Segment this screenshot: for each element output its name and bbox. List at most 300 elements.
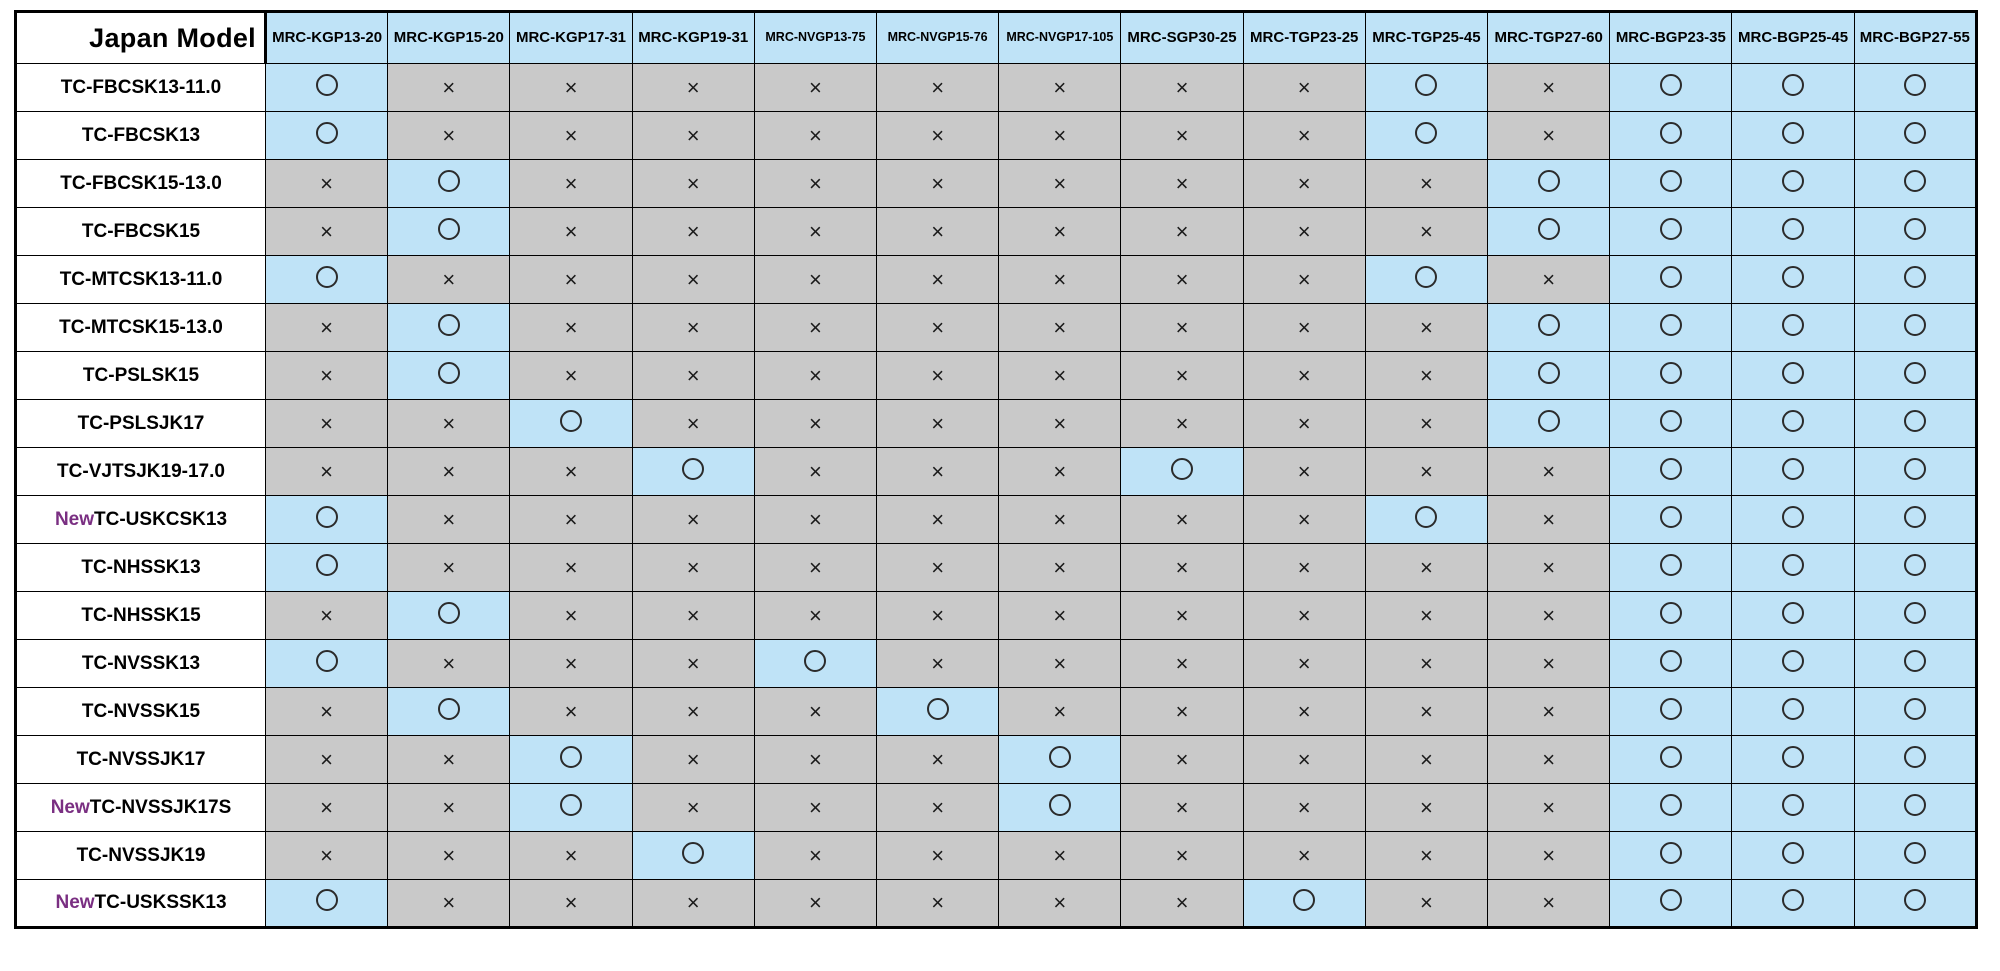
cross-icon: × (1297, 410, 1311, 436)
cell-incompatible (266, 784, 388, 832)
circle-icon (1660, 458, 1682, 480)
cross-icon: × (931, 362, 945, 388)
cross-icon: × (1053, 842, 1067, 868)
cell-incompatible (1121, 208, 1243, 256)
cell-incompatible (1243, 304, 1365, 352)
cross-icon: × (1542, 842, 1556, 868)
cross-icon: × (1175, 602, 1189, 628)
cross-icon: × (808, 266, 822, 292)
cell-compatible (1610, 400, 1732, 448)
circle-icon (1660, 554, 1682, 576)
cell-incompatible (510, 256, 632, 304)
circle-icon (1904, 410, 1926, 432)
cross-icon: × (1175, 554, 1189, 580)
cross-icon: × (1175, 218, 1189, 244)
cross-icon: × (1542, 650, 1556, 676)
circle-icon (1538, 170, 1560, 192)
cross-icon: × (931, 842, 945, 868)
cell-incompatible (1488, 592, 1610, 640)
cell-incompatible (1121, 544, 1243, 592)
cell-incompatible (999, 496, 1121, 544)
cell-compatible (1610, 688, 1732, 736)
cell-incompatible (877, 544, 999, 592)
cell-compatible (1854, 400, 1976, 448)
cross-icon: × (564, 170, 578, 196)
circle-icon (1782, 122, 1804, 144)
cell-compatible (1854, 640, 1976, 688)
circle-icon (560, 746, 582, 768)
cross-icon: × (931, 218, 945, 244)
cell-compatible (1610, 736, 1732, 784)
cell-incompatible (877, 400, 999, 448)
cell-incompatible (1243, 688, 1365, 736)
cell-incompatible (754, 736, 876, 784)
cross-icon: × (1542, 602, 1556, 628)
cross-icon: × (1297, 554, 1311, 580)
cell-incompatible (1243, 256, 1365, 304)
cross-icon: × (442, 458, 456, 484)
circle-icon (1660, 506, 1682, 528)
circle-icon (438, 362, 460, 384)
cross-icon: × (931, 74, 945, 100)
cross-icon: × (1053, 458, 1067, 484)
cross-icon: × (686, 554, 700, 580)
cross-icon: × (1420, 218, 1433, 244)
cross-icon: × (1297, 314, 1311, 340)
cross-icon: × (320, 362, 334, 388)
cell-incompatible (266, 688, 388, 736)
row-label-tc-pslsk15 (16, 352, 266, 400)
cell-compatible (388, 592, 510, 640)
cell-compatible (1488, 160, 1610, 208)
row-label-tc-fbcsk15 (16, 208, 266, 256)
cell-compatible (510, 784, 632, 832)
column-header-mrc-kgp19-31: MRC-KGP19-31 (632, 12, 754, 64)
cell-incompatible (1121, 592, 1243, 640)
cross-icon: × (1420, 458, 1433, 484)
cell-compatible (1732, 592, 1854, 640)
cell-incompatible (632, 256, 754, 304)
cross-icon: × (686, 410, 700, 436)
cell-incompatible (632, 640, 754, 688)
cell-incompatible (999, 160, 1121, 208)
cross-icon: × (1175, 890, 1189, 915)
cell-incompatible (1488, 784, 1610, 832)
circle-icon (560, 794, 582, 816)
cell-incompatible (1243, 496, 1365, 544)
cell-compatible (1610, 352, 1732, 400)
row-label-tc-nhssk13 (16, 544, 266, 592)
row-label-tc-fbcsk15-13.0 (16, 160, 266, 208)
cell-incompatible (877, 304, 999, 352)
compatibility-table (14, 10, 1978, 929)
circle-icon (1782, 698, 1804, 720)
cell-incompatible (999, 256, 1121, 304)
circle-icon (1904, 554, 1926, 576)
circle-icon (1782, 842, 1804, 864)
circle-icon (316, 889, 338, 911)
cross-icon: × (686, 218, 700, 244)
cell-compatible (1854, 448, 1976, 496)
cell-compatible (266, 256, 388, 304)
cross-icon: × (686, 650, 700, 676)
table-row (16, 592, 1977, 640)
cell-incompatible (1243, 784, 1365, 832)
cell-incompatible (877, 736, 999, 784)
cell-incompatible (266, 400, 388, 448)
cross-icon: × (1297, 170, 1311, 196)
cell-incompatible (999, 304, 1121, 352)
table-row (16, 784, 1977, 832)
circle-icon (1415, 122, 1437, 144)
cross-icon: × (564, 266, 578, 292)
circle-icon (1660, 650, 1682, 672)
circle-icon (1782, 314, 1804, 336)
cell-incompatible (1243, 448, 1365, 496)
cell-compatible (1854, 880, 1976, 928)
cell-compatible (388, 688, 510, 736)
cell-compatible (1488, 304, 1610, 352)
cell-incompatible (1365, 352, 1487, 400)
circle-icon (438, 218, 460, 240)
column-header-mrc-bgp23-35: MRC-BGP23-35 (1610, 12, 1732, 64)
cross-icon: × (320, 602, 334, 628)
circle-icon (927, 698, 949, 720)
cell-incompatible (1365, 736, 1487, 784)
cell-incompatible (1488, 64, 1610, 112)
row-label-text: TC-NHSSK15 (81, 604, 201, 626)
cross-icon: × (1297, 842, 1311, 868)
cross-icon: × (320, 218, 334, 244)
cell-incompatible (1365, 880, 1487, 928)
cell-incompatible (1488, 496, 1610, 544)
cross-icon: × (442, 746, 456, 772)
circle-icon (1660, 170, 1682, 192)
cell-incompatible (754, 832, 876, 880)
circle-icon (1660, 698, 1682, 720)
cell-incompatible (1243, 64, 1365, 112)
cell-compatible (1854, 688, 1976, 736)
circle-icon (1904, 170, 1926, 192)
cell-incompatible (632, 496, 754, 544)
cell-incompatible (1365, 832, 1487, 880)
cell-incompatible (510, 304, 632, 352)
cell-incompatible (1488, 736, 1610, 784)
circle-icon (1660, 746, 1682, 768)
cross-icon: × (564, 74, 578, 100)
cell-compatible (1610, 256, 1732, 304)
cross-icon: × (1297, 362, 1311, 388)
cross-icon: × (320, 410, 334, 436)
cell-incompatible (510, 640, 632, 688)
cell-incompatible (754, 496, 876, 544)
cell-incompatible (510, 112, 632, 160)
circle-icon (1904, 362, 1926, 384)
cell-compatible (388, 160, 510, 208)
cell-incompatible (877, 448, 999, 496)
cell-incompatible (1121, 736, 1243, 784)
cell-compatible (1610, 64, 1732, 112)
cross-icon: × (686, 362, 700, 388)
cross-icon: × (686, 602, 700, 628)
cross-icon: × (442, 122, 456, 148)
column-header-mrc-tgp27-60: MRC-TGP27-60 (1488, 12, 1610, 64)
circle-icon (316, 650, 338, 672)
cross-icon: × (686, 74, 700, 100)
circle-icon (1782, 602, 1804, 624)
cell-incompatible (1243, 544, 1365, 592)
circle-icon (316, 506, 338, 528)
cell-incompatible (999, 880, 1121, 928)
row-label-text: TC-MTCSK15-13.0 (59, 316, 223, 338)
cross-icon: × (931, 122, 945, 148)
circle-icon (1660, 218, 1682, 240)
cross-icon: × (1053, 650, 1067, 676)
cell-incompatible (1121, 880, 1243, 928)
cross-icon: × (1420, 602, 1433, 628)
cell-incompatible (877, 352, 999, 400)
cell-incompatible (388, 832, 510, 880)
cell-compatible (1365, 496, 1487, 544)
cell-incompatible (632, 160, 754, 208)
row-label-tc-nvssjk17 (16, 736, 266, 784)
cross-icon: × (564, 602, 578, 628)
cell-incompatible (999, 592, 1121, 640)
cross-icon: × (564, 218, 578, 244)
cell-compatible (266, 640, 388, 688)
cell-incompatible (1243, 640, 1365, 688)
cross-icon: × (442, 266, 456, 292)
cell-incompatible (510, 64, 632, 112)
cell-compatible (1610, 544, 1732, 592)
table-row (16, 64, 1977, 112)
cross-icon: × (1175, 266, 1189, 292)
cell-incompatible (1365, 160, 1487, 208)
cell-incompatible (388, 784, 510, 832)
cross-icon: × (320, 842, 334, 868)
cell-incompatible (266, 736, 388, 784)
cross-icon: × (564, 506, 578, 532)
cell-incompatible (754, 688, 876, 736)
table-header (16, 12, 1977, 64)
cell-incompatible (754, 880, 876, 928)
cross-icon: × (1542, 794, 1556, 820)
cell-compatible (1854, 592, 1976, 640)
circle-icon (804, 650, 826, 672)
cell-incompatible (632, 400, 754, 448)
cell-incompatible (999, 352, 1121, 400)
row-label-text: TC-NVSSJK17 (76, 748, 206, 770)
column-header-mrc-kgp13-20: MRC-KGP13-20 (266, 12, 388, 64)
cell-compatible (877, 688, 999, 736)
circle-icon (1782, 74, 1804, 96)
cross-icon: × (1053, 554, 1067, 580)
cross-icon: × (808, 362, 822, 388)
cell-incompatible (754, 592, 876, 640)
cross-icon: × (442, 842, 456, 868)
cell-incompatible (1243, 832, 1365, 880)
cell-compatible (1732, 832, 1854, 880)
cross-icon: × (1297, 266, 1311, 292)
cell-compatible (1732, 160, 1854, 208)
cell-incompatible (632, 208, 754, 256)
circle-icon (1660, 889, 1682, 911)
cell-incompatible (999, 640, 1121, 688)
cell-incompatible (754, 352, 876, 400)
cell-incompatible (754, 448, 876, 496)
cross-icon: × (686, 122, 700, 148)
table-row (16, 640, 1977, 688)
cell-compatible (1732, 64, 1854, 112)
column-header-mrc-bgp25-45: MRC-BGP25-45 (1732, 12, 1854, 64)
cross-icon: × (564, 842, 578, 868)
table-row (16, 496, 1977, 544)
cell-compatible (510, 400, 632, 448)
cross-icon: × (808, 746, 822, 772)
cell-incompatible (1488, 448, 1610, 496)
cell-incompatible (1365, 592, 1487, 640)
cell-compatible (1854, 256, 1976, 304)
cell-compatible (388, 304, 510, 352)
cell-incompatible (877, 112, 999, 160)
column-header-mrc-nvgp17-105: MRC-NVGP17-105 (999, 12, 1121, 64)
cross-icon: × (808, 698, 822, 724)
cell-compatible (1732, 688, 1854, 736)
circle-icon (438, 602, 460, 624)
circle-icon (438, 698, 460, 720)
cross-icon: × (1053, 698, 1067, 724)
cell-incompatible (877, 64, 999, 112)
cross-icon: × (1542, 890, 1556, 915)
cross-icon: × (931, 170, 945, 196)
circle-icon (1660, 122, 1682, 144)
cross-icon: × (1542, 458, 1556, 484)
cell-compatible (1365, 256, 1487, 304)
cell-compatible (1488, 400, 1610, 448)
table-row (16, 304, 1977, 352)
cross-icon: × (1175, 410, 1189, 436)
cross-icon: × (564, 362, 578, 388)
cell-incompatible (1365, 688, 1487, 736)
cross-icon: × (1053, 362, 1067, 388)
cell-compatible (1732, 352, 1854, 400)
cross-icon: × (1053, 602, 1067, 628)
circle-icon (1660, 794, 1682, 816)
cell-compatible (1610, 160, 1732, 208)
cross-icon: × (1420, 314, 1433, 340)
circle-icon (1904, 506, 1926, 528)
cross-icon: × (1420, 842, 1433, 868)
cell-incompatible (754, 160, 876, 208)
cross-icon: × (1297, 458, 1311, 484)
cell-incompatible (754, 304, 876, 352)
row-label-text: TC-NVSSK15 (81, 700, 201, 722)
circle-icon (316, 266, 338, 288)
cell-compatible (510, 736, 632, 784)
circle-icon (1904, 842, 1926, 864)
cell-incompatible (632, 304, 754, 352)
cell-incompatible (632, 592, 754, 640)
row-label-tc-fbcsk13 (16, 112, 266, 160)
cross-icon: × (1542, 698, 1556, 724)
cell-incompatible (1243, 736, 1365, 784)
cell-incompatible (999, 208, 1121, 256)
row-label-tc-uskcsk13 (16, 496, 266, 544)
cell-incompatible (388, 544, 510, 592)
circle-icon (1904, 122, 1926, 144)
cross-icon: × (1175, 698, 1189, 724)
cell-compatible (1610, 496, 1732, 544)
row-label-tc-nvssjk19 (16, 832, 266, 880)
cell-incompatible (388, 880, 510, 928)
cross-icon: × (1175, 506, 1189, 532)
cross-icon: × (320, 698, 334, 724)
circle-icon (1782, 650, 1804, 672)
cross-icon: × (808, 506, 822, 532)
cross-icon: × (320, 458, 334, 484)
circle-icon (1293, 889, 1315, 911)
table-row (16, 448, 1977, 496)
cross-icon: × (442, 650, 456, 676)
cross-icon: × (1297, 74, 1311, 100)
circle-icon (1782, 746, 1804, 768)
cell-incompatible (877, 832, 999, 880)
cross-icon: × (1175, 746, 1189, 772)
circle-icon (560, 410, 582, 432)
row-label-text: TC-NHSSK13 (81, 556, 201, 578)
circle-icon (1904, 746, 1926, 768)
cross-icon: × (1420, 410, 1433, 436)
row-label-text: TC-MTCSK13-11.0 (59, 268, 223, 290)
cell-incompatible (1121, 112, 1243, 160)
cell-compatible (1732, 784, 1854, 832)
cross-icon: × (442, 74, 456, 100)
circle-icon (1782, 554, 1804, 576)
cell-compatible (388, 352, 510, 400)
circle-icon (1782, 170, 1804, 192)
cross-icon: × (1053, 74, 1067, 100)
table-row (16, 256, 1977, 304)
cross-icon: × (808, 218, 822, 244)
row-label-tc-nvssk15 (16, 688, 266, 736)
cell-incompatible (510, 688, 632, 736)
table-row (16, 160, 1977, 208)
cross-icon: × (686, 698, 700, 724)
circle-icon (1538, 218, 1560, 240)
cell-compatible (1854, 304, 1976, 352)
cell-compatible (1732, 208, 1854, 256)
cell-incompatible (1488, 688, 1610, 736)
cross-icon: × (1420, 698, 1433, 724)
cell-compatible (1610, 592, 1732, 640)
cell-incompatible (510, 832, 632, 880)
cell-incompatible (1121, 64, 1243, 112)
cross-icon: × (1542, 506, 1556, 532)
row-label-text: TC-FBCSK13 (81, 124, 201, 146)
cell-incompatible (1121, 688, 1243, 736)
cell-incompatible (877, 640, 999, 688)
cross-icon: × (1297, 218, 1311, 244)
cell-incompatible (1488, 256, 1610, 304)
cross-icon: × (1297, 746, 1311, 772)
cross-icon: × (564, 314, 578, 340)
table-row (16, 736, 1977, 784)
row-label-text: TC-USKSSK13 (94, 892, 227, 913)
cell-incompatible (754, 64, 876, 112)
cross-icon: × (1542, 554, 1556, 580)
cell-incompatible (999, 112, 1121, 160)
cell-compatible (1488, 208, 1610, 256)
